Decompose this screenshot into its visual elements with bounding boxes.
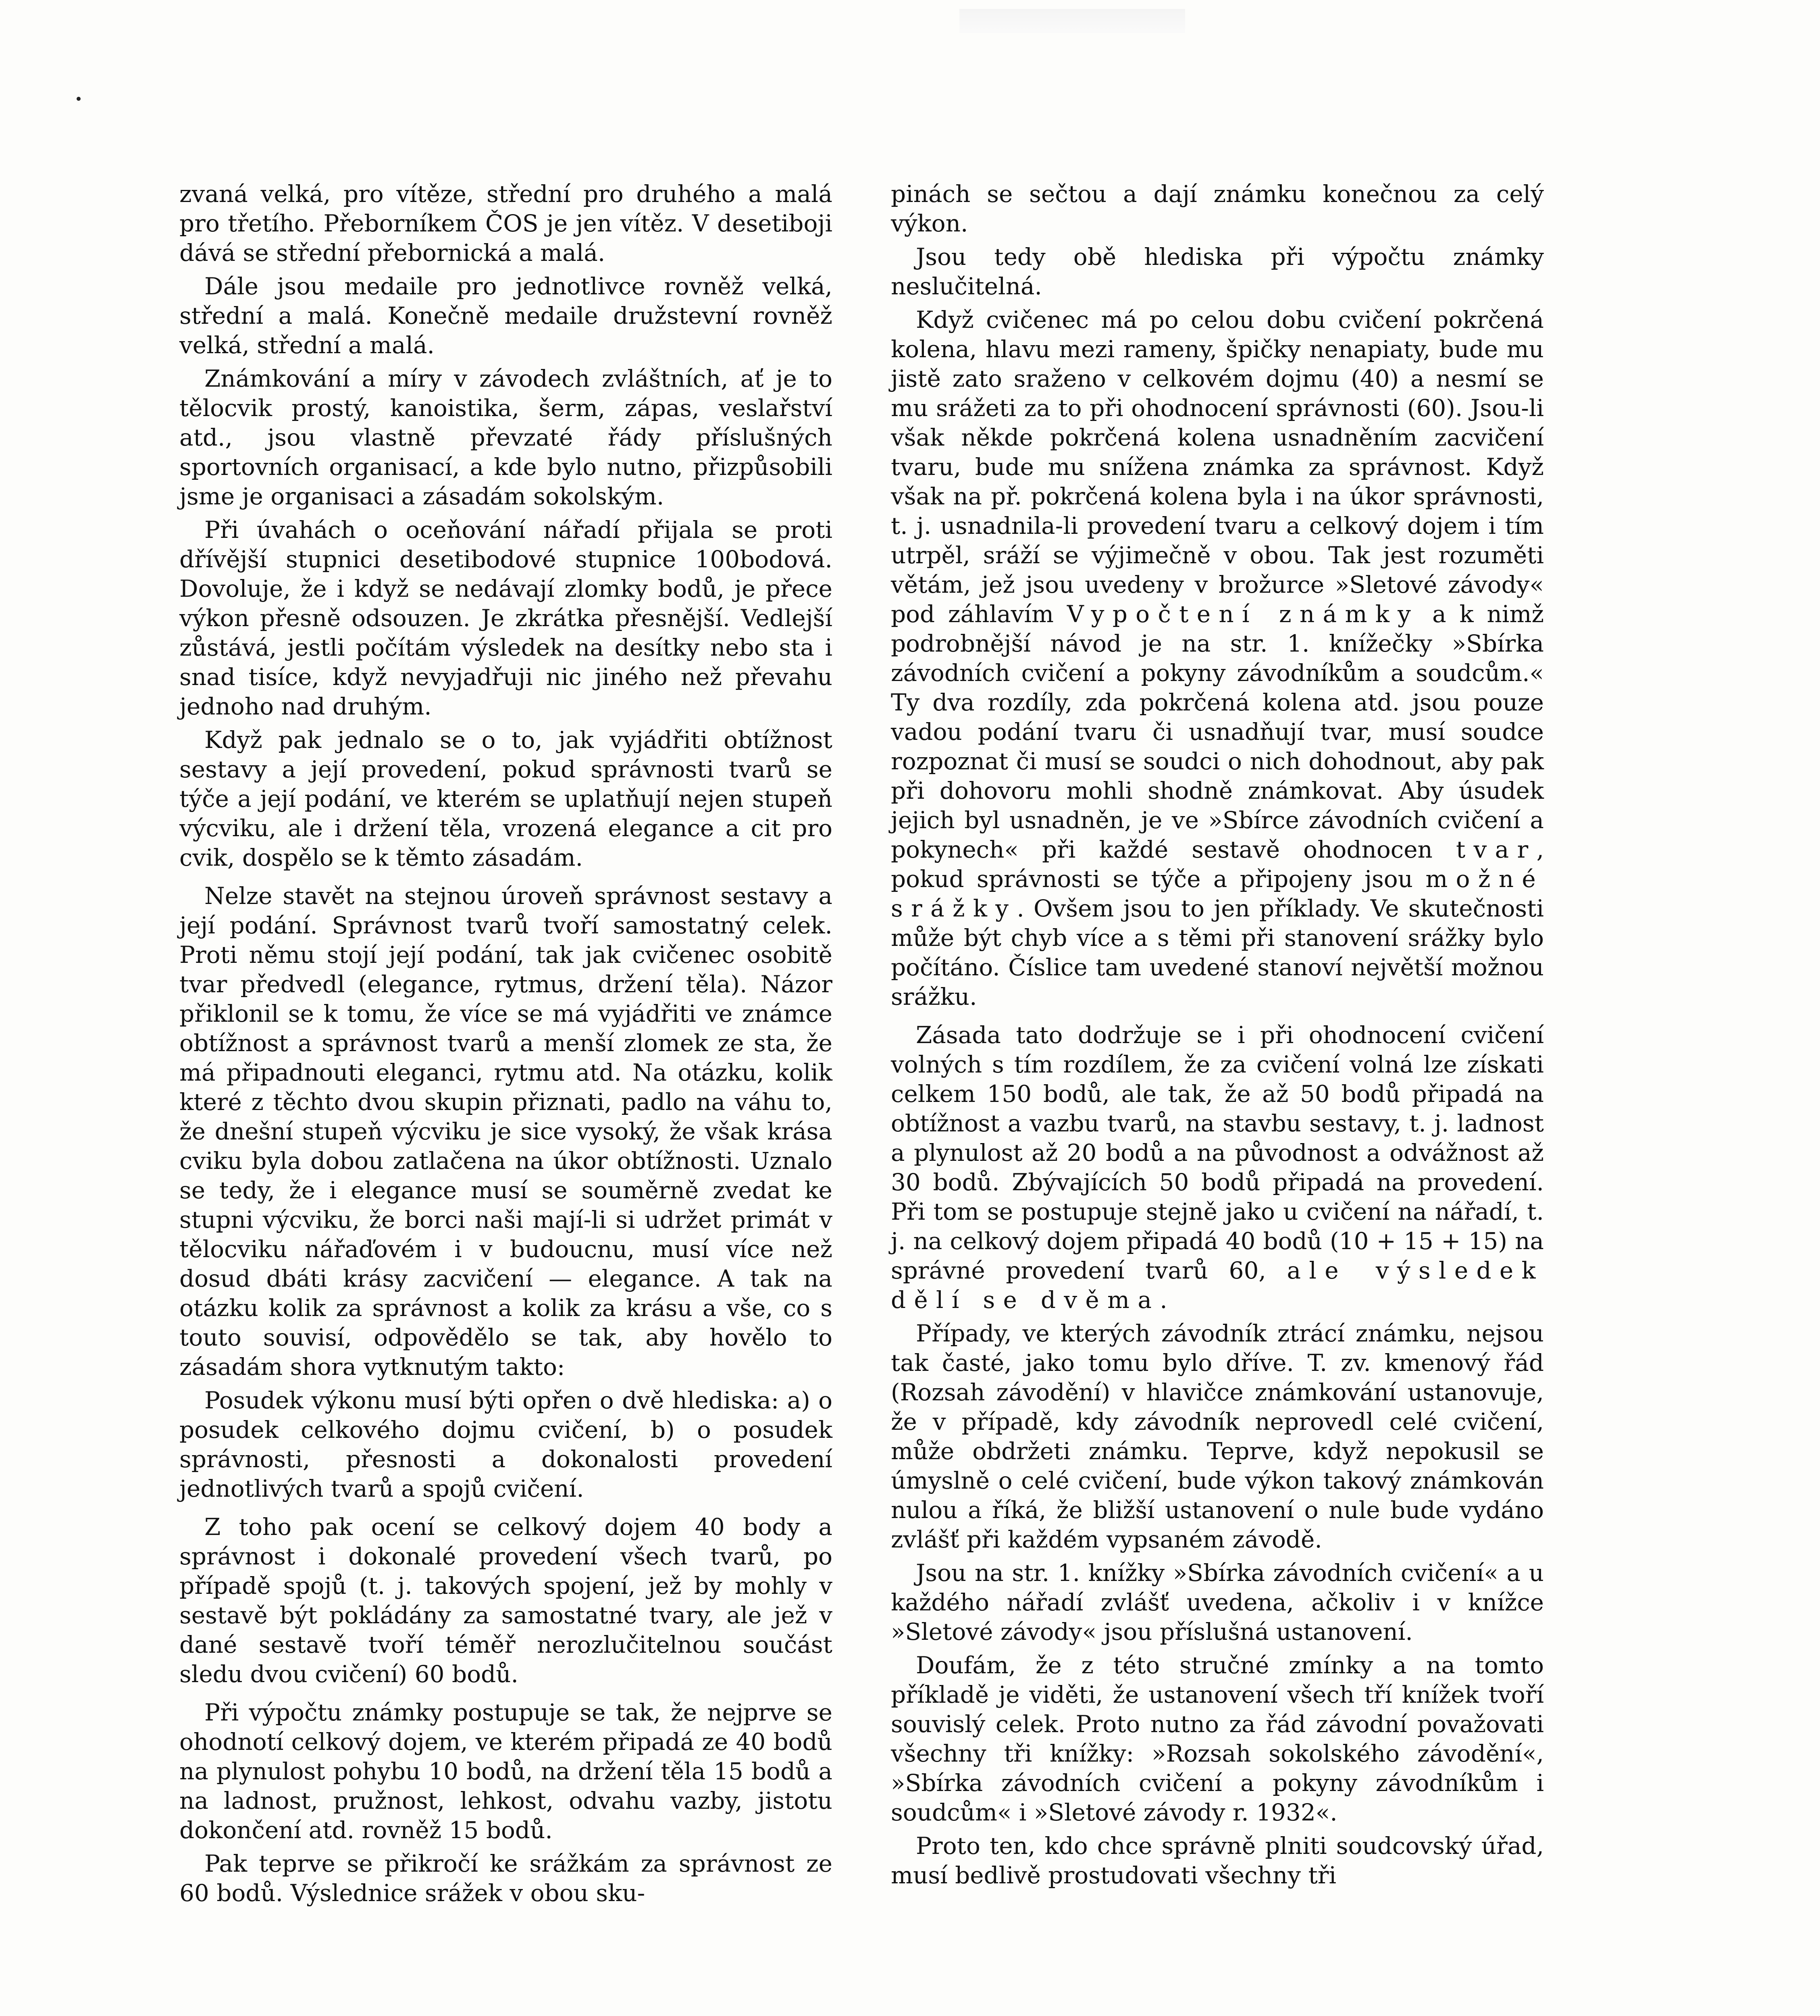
- left-column: [179, 179, 832, 1912]
- spaced-emphasis: možné srážky: [891, 865, 1544, 922]
- paragraph: zvaná velká, pro vítěze, střední pro druhého a malá pro třetího. Přeborníkem ČOS je jen vítěz. V desetiboji dává se střední přebornická a malá.: [179, 180, 832, 267]
- scan-artifact: [959, 9, 1185, 33]
- paragraph: [891, 305, 1544, 1012]
- paragraph: Známkování a míry v závodech zvláštních, ať je to tělocvik prostý, kanoistika, šerm, zápas, veslařství atd., jsou vlastně převzaté řády příslušných sportovních organisací, a kde bylo nutno, přizpůsobili jsme je organisaci a zásadám sokolským.: [179, 365, 832, 510]
- right-column: [891, 179, 1544, 1894]
- text-run: . Ovšem jsou to jen příklady. Ve skutečnosti může být chyb více a s těmi při stanovení srážky bylo počítáno. Číslice tam uvedené stanoví největší možnou srážku.: [891, 895, 1544, 1010]
- paragraph: Případy, ve kterých závodník ztrácí známku, nejsou tak časté, jako tomu bylo dříve. T. zv. kmenový řád (Rozsah závodění) v hlavičce známkování ustanovuje, že v případě, kdy závodník neprovedl celé cvičení, může obdržeti známku. Teprve, když nepokusil se úmyslně o celé cvičení, bude výkon takový známkován nulou a říká, že bližší ustanovení o nule bude vydáno zvlášť při každém vypsaném závodě.: [891, 1320, 1544, 1553]
- paragraph: Posudek výkonu musí býti opřen o dvě hlediska: a) o posudek celkového dojmu cvičení, b) o posudek správnosti, přesnosti a dokonalosti provedení jednotlivých tvarů a spojů cvičení.: [179, 1387, 832, 1502]
- paragraph: Nelze stavět na stejnou úroveň správnost sestavy a její podání. Správnost tvarů tvoří samostatný celek. Proti němu stojí její podání, tak jak cvičenec osobitě tvar předvedl (elegance, rytmus, držení těla). Názor přiklonil se k tomu, že více se má vyjádřiti ve známce obtížnost a správnost tvarů a menší zlomek ze sta, že má připadnouti eleganci, rytmu atd. Na otázku, kolik které z těchto dvou skupin přiznati, padlo na váhu to, že dnešní stupeň výcviku je sice vysoký, že však krása cviku byla dobou zatlačena na úkor obtížnosti. Uznalo se tedy, že i elegance musí se souměrně zvedat ke stupni výcviku, že borci naši mají-li si udržet primát v tělocviku nářaďovém i v budoucnu, musí více než dosud dbáti krásy zacvičení — elegance. A tak na otázku kolik za správnost a kolik za krásu a vše, co s touto souvisí, odpovědělo se tak, aby hovělo to zásadám shora vytknutým takto:: [179, 882, 832, 1381]
- text-run: a k nimž podrobnější návod je na str. 1. knížečky »Sbírka závodních cvičení a pokyny závodníkům a soudcům.« Ty dva rozdíly, zda pokrčená kolena atd. jsou pouze vadou podání tvaru či usnadňují tvar, musí soudce rozpoznat či musí se soudci o nich dohodnout, aby pak při dohovoru mohli shodně známkovat. Aby úsudek jejich byl usnadněn, je ve »Sbírce závodních cvičení a pokynech« při každé sestavě ohodnocen: [891, 600, 1544, 863]
- paragraph: Při výpočtu známky postupuje se tak, že nejprve se ohodnotí celkový dojem, ve kterém připadá ze 40 bodů na plynulost pohybu 10 bodů, na držení těla 15 bodů a na ladnost, pružnost, lehkost, odvahu vazby, jistotu dokončení atd. rovněž 15 bodů.: [179, 1699, 832, 1844]
- paragraph: Z toho pak ocení se celkový dojem 40 body a správnost i dokonalé provedení všech tvarů, po případě spojů (t. j. takových spojení, jež by mohly v sestavě být pokládány za samostatné tvary, ale jež v dané sestavě tvoří téměř nerozlučitelnou součást sledu dvou cvičení) 60 bodů.: [179, 1513, 832, 1688]
- text-run: Zásada tato dodržuje se i při ohodnocení cvičení volných s tím rozdílem, že za cvičení volná lze získati celkem 150 bodů, ale tak, že až 50 bodů připadá na obtížnost a vazbu tvarů, na stavbu sestavy, t. j. ladnost a plynulost až 20 bodů a na původnost a odvážnost až 30 bodů. Zbývajících 50 bodů připadá na provedení. Při tom se postupuje stejně jako u cvičení na nářadí, t. j. na celkový dojem připadá 40 bodů (10 + 15 + 15) na správné provedení tvarů 60,: [891, 1021, 1544, 1284]
- scan-speck: [77, 97, 81, 101]
- paragraph: Doufám, že z této stručné zmínky a na tomto příkladě je viděti, že ustanovení všech tří knížek tvoří souvislý celek. Proto nutno za řád závodní považovati všechny tři knížky: »Rozsah sokolského závodění«, »Sbírka závodních cvičení a pokyny závodníkům i soudcům« i »Sletové závody r. 1932«.: [891, 1652, 1544, 1826]
- spaced-emphasis: tvar: [1456, 836, 1537, 863]
- paragraph: Když pak jednalo se o to, jak vyjádřiti obtížnost sestavy a její provedení, pokud správnosti tvarů se týče a její podání, ve kterém se uplatňují nejen stupeň výcviku, ale i držení těla, vrozená elegance a cit pro cvik, dospělo se k těmto zásadám.: [179, 726, 832, 871]
- paragraph: pinách se sečtou a dají známku konečnou za celý výkon.: [891, 180, 1544, 237]
- text-run: .: [1160, 1286, 1167, 1314]
- paragraph: Jsou na str. 1. knížky »Sbírka závodních cvičení« a u každého nářadí zvlášť uvedena, ačkoliv i v knížce »Sletové závody« jsou příslušná ustanovení.: [891, 1559, 1544, 1645]
- spaced-emphasis: Vypočtení známky: [1067, 600, 1419, 628]
- paragraph: Pak teprve se přikročí ke srážkám za správnost ze 60 bodů. Výslednice srážek v obou sku-: [179, 1850, 832, 1907]
- spaced-emphasis: ale výsledek dělí se dvěma: [891, 1257, 1544, 1314]
- text-run: , pokud správnosti se týče a připojeny jsou: [891, 836, 1544, 893]
- paragraph: Dále jsou medaile pro jednotlivce rovněž velká, střední a malá. Konečně medaile družstevní rovněž velká, střední a malá.: [179, 273, 832, 359]
- paragraph: Při úvahách o oceňování nářadí přijala se proti dřívější stupnici desetibodové stupnice 100bodová. Dovoluje, že i když se nedávají zlomky bodů, je přece výkon přesně odsouzen. Je zkrátka přesnější. Vedlejší zůstává, jestli počítám výsledek na desítky nebo sta i snad tisíce, když nevyjadřuji nic jiného než převahu jednoho nad druhým.: [179, 516, 832, 720]
- paragraph: [891, 1020, 1544, 1315]
- paragraph: Proto ten, kdo chce správně plniti soudcovský úřad, musí bedlivě prostudovati všechny tři: [891, 1832, 1544, 1889]
- paragraph: Jsou tedy obě hlediska při výpočtu známky neslučitelná.: [891, 243, 1544, 300]
- text-run: Když cvičenec má po celou dobu cvičení pokrčená kolena, hlavu mezi rameny, špičky nenapiaty, bude mu jistě zato sraženo v celkovém dojmu (40) a nesmí se mu srážeti za to při ohodnocení správnosti (60). Jsou-li však někde pokrčená kolena usnadněním zacvičení tvaru, bude mu snížena známka za správnost. Když však na př. pokrčená kolena byla i na úkor správnosti, t. j. usnadnila-li provedení tvaru a celkový dojem i tím utrpěl, sráží se výjimečně v obou. Tak jest rozuměti větám, jež jsou uvedeny v brožurce »Sletové závody« pod záhlavím: [891, 306, 1544, 628]
